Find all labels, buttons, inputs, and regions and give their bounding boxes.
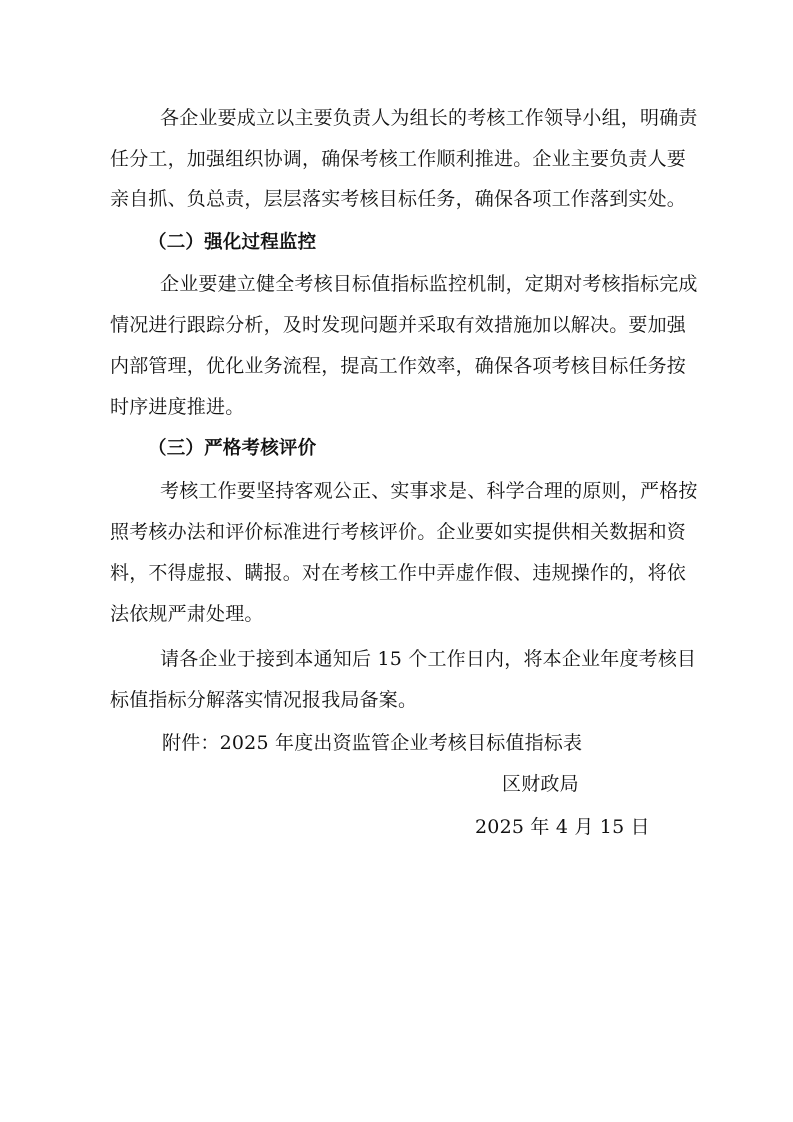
paragraph-line: 法依规严肃处理。 xyxy=(110,603,264,625)
issue-date: 2025 年 4 月 15 日 xyxy=(475,816,650,838)
paragraph-line: 亲自抓、负总责，层层落实考核目标任务，确保各项工作落到实处。 xyxy=(110,188,687,210)
paragraph-line: 时序进度推进。 xyxy=(110,396,245,418)
paragraph-line: 标值指标分解落实情况报我局备案。 xyxy=(110,689,418,711)
section-heading-3: （三）严格考核评价 xyxy=(148,438,317,459)
paragraph-line: 各企业要成立以主要负责人为组长的考核工作领导小组，明确责 xyxy=(160,107,698,129)
issuer-name: 区财政局 xyxy=(502,773,579,795)
paragraph-line: 料，不得虚报、瞒报。对在考核工作中弄虚作假、违规操作的，将依 xyxy=(110,562,687,584)
attachment-line: 附件：2025 年度出资监管企业考核目标值指标表 xyxy=(162,732,583,754)
paragraph-line: 考核工作要坚持客观公正、实事求是、科学合理的原则，严格按 xyxy=(160,480,698,502)
paragraph-line: 请各企业于接到本通知后 15 个工作日内，将本企业年度考核目 xyxy=(160,648,697,670)
section-heading-2: （二）强化过程监控 xyxy=(148,232,317,253)
paragraph-line: 内部管理，优化业务流程，提高工作效率，确保各项考核目标任务按 xyxy=(110,355,687,377)
paragraph-line: 任分工，加强组织协调，确保考核工作顺利推进。企业主要负责人要 xyxy=(110,148,687,170)
paragraph-line: 企业要建立健全考核目标值指标监控机制，定期对考核指标完成 xyxy=(160,273,698,295)
paragraph-line: 照考核办法和评价标准进行考核评价。企业要如实提供相关数据和资 xyxy=(110,521,687,543)
paragraph-line: 情况进行跟踪分析，及时发现问题并采取有效措施加以解决。要加强 xyxy=(110,314,687,336)
